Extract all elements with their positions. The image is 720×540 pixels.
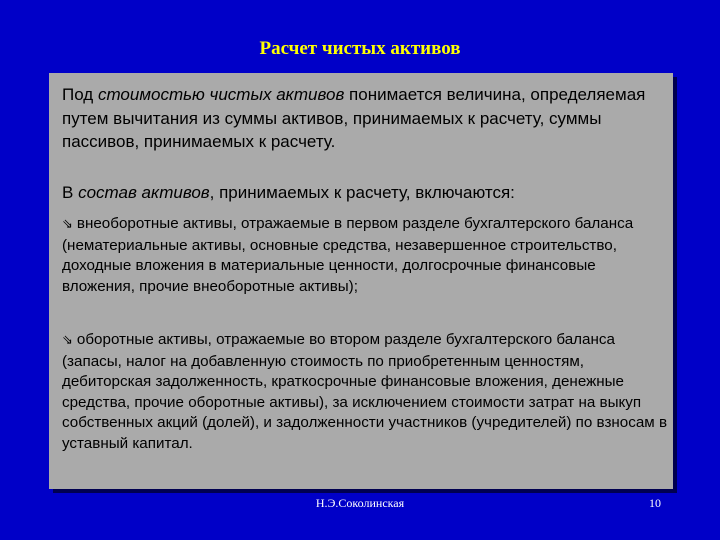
composition-term: состав активов bbox=[78, 183, 210, 202]
footer-author: Н.Э.Соколинская bbox=[315, 496, 405, 510]
bullet-item-current-assets bbox=[62, 330, 670, 455]
bullet-item-noncurrent-assets bbox=[62, 214, 670, 297]
definition-paragraph bbox=[62, 83, 670, 154]
arrow-bullet-icon: ⇘ bbox=[62, 333, 73, 348]
arrow-bullet-icon: ⇘ bbox=[62, 217, 73, 232]
composition-rest: , принимаемых к расчету, включаются: bbox=[209, 183, 515, 202]
definition-prefix: Под bbox=[62, 85, 98, 104]
definition-rest: понимается величина, определяемая путем вычитания из суммы активов, принимаемых к расчету, суммы пассивов, принимаемых к расчету. bbox=[62, 85, 646, 151]
definition-term: стоимостью чистых активов bbox=[97, 85, 345, 104]
bullet-text: оборотные активы, отражаемые во втором разделе бухгалтерского баланса (запасы, налог на добавленную стоимость по приобретенным ценностям, дебиторская задолженность, краткосрочные финансовые вложения, денежные средства, прочие оборотные активы), за исключением стоимости затрат на выкуп собственных акций (долей), и задолженности участников (учредителей) по взносам в уставный капитал. bbox=[62, 331, 668, 452]
slide-title: Расчет чистых активов bbox=[259, 38, 461, 59]
composition-prefix: В bbox=[62, 183, 79, 202]
bullet-text: внеоборотные активы, отражаемые в первом разделе бухгалтерского баланса (нематериальные активы, основные средства, незавершенное строительство, доходные вложения в материальные ценности, долгосрочные финансовые вложения, прочие внеоборотные активы); bbox=[62, 215, 634, 295]
page-number: 10 bbox=[649, 496, 661, 510]
composition-paragraph bbox=[62, 181, 670, 204]
